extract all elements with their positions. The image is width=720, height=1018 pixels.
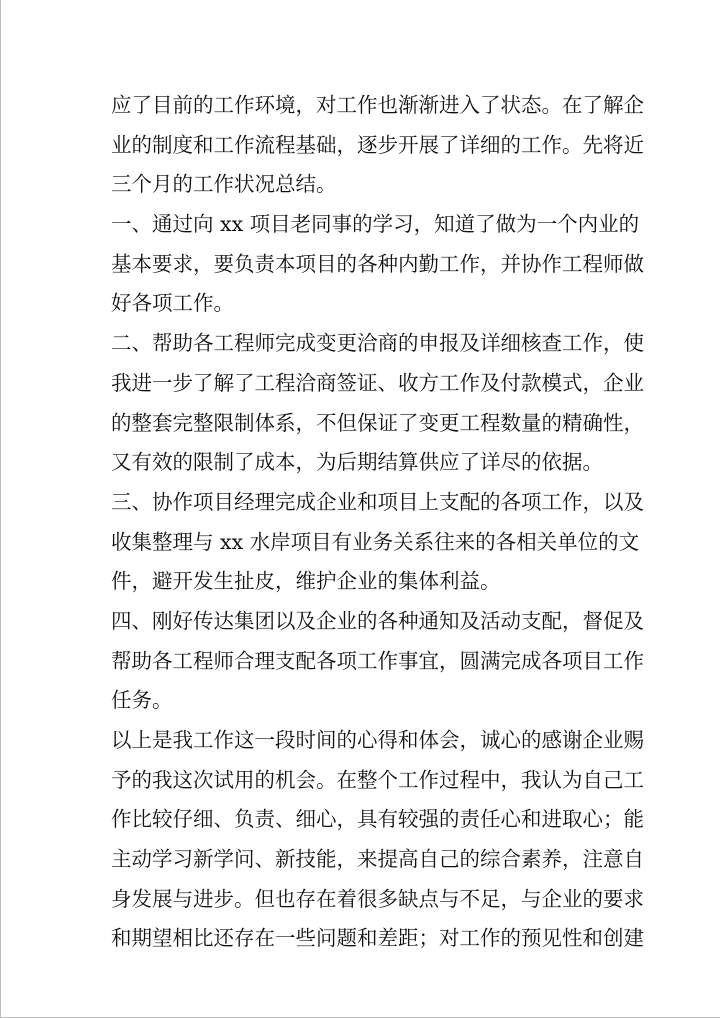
text-line: 帮助各工程师合理支配各项工作事宜，圆满完成各项目工作 — [111, 648, 644, 673]
text-line: 的整套完整限制体系，不但保证了变更工程数量的精确性， — [111, 410, 644, 435]
text-line: 以上是我工作这一段时间的心得和体会，诚心的感谢企业赐 — [111, 728, 644, 752]
text-line: 我进一步了解了工程洽商签证、收方工作及付款模式，企业 — [111, 370, 644, 395]
body-text — [111, 86, 644, 959]
text-line: 件，避开发生扯皮，维护企业的集体利益。 — [111, 569, 501, 594]
text-line: 又有效的限制了成本，为后期结算供应了详尽的依据。 — [111, 450, 603, 475]
text-line: 三、协作项目经理完成企业和项目上支配的各项工作，以及 — [111, 489, 644, 514]
text-line: 收集整理与 xx 水岸项目有业务关系往来的各相关单位的文 — [111, 529, 640, 554]
text-line: 任务。 — [111, 688, 173, 713]
text-line: 基本要求，要负责本项目的各种内勤工作，并协作工程师做 — [111, 251, 644, 276]
text-line: 予的我这次试用的机会。在整个工作过程中，我认为自己工 — [111, 767, 644, 792]
text-line: 一、通过向 xx 项目老同事的学习，知道了做为一个内业的 — [111, 212, 640, 237]
text-line: 主动学习新学问、新技能，来提高自己的综合素养，注意自 — [111, 847, 644, 872]
text-line: 和期望相比还存在一些问题和差距；对工作的预见性和创建 — [111, 926, 644, 951]
text-line: 业的制度和工作流程基础，逐步开展了详细的工作。先将近 — [111, 132, 644, 157]
text-line: 好各项工作。 — [111, 291, 234, 316]
text-line: 作比较仔细、负责、细心，具有较强的责任心和进取心；能 — [111, 807, 644, 832]
text-line: 三个月的工作状况总结。 — [111, 172, 337, 197]
text-line: 四、刚好传达集团以及企业的各种通知及活动支配，督促及 — [111, 608, 644, 633]
text-line: 应了目前的工作环境，对工作也渐渐进入了状态。在了解企 — [111, 93, 644, 117]
text-line: 二、帮助各工程师完成变更洽商的申报及详细核查工作，使 — [111, 331, 644, 356]
text-line: 身发展与进步。但也存在着很多缺点与不足，与企业的要求 — [111, 886, 644, 911]
